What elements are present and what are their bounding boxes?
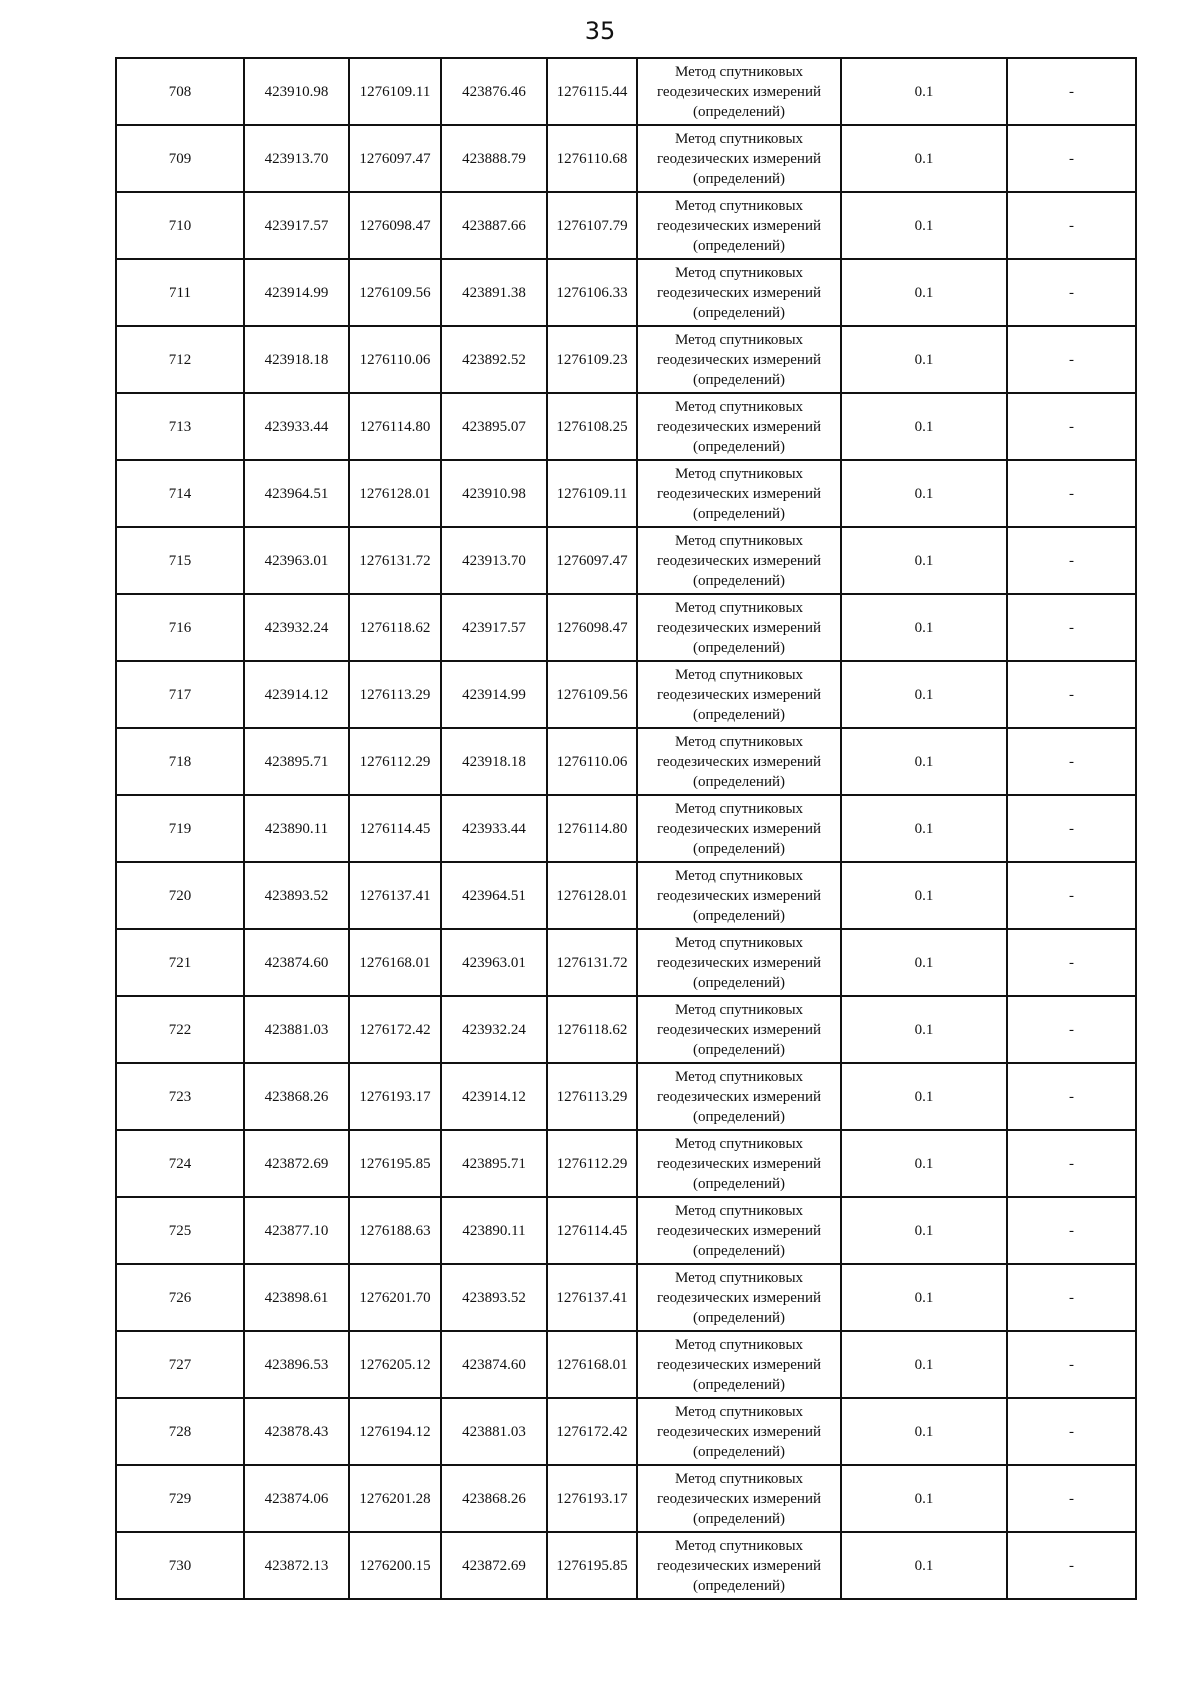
note-cell: - [1007,527,1136,594]
method-line: (определений) [693,1510,785,1527]
point-number-cell: 715 [116,527,244,594]
coord-y-prev-cell: 1276110.68 [547,125,637,192]
method-line: (определений) [693,1443,785,1460]
table-row [116,862,1136,929]
method-cell [637,1532,841,1599]
method-line: Метод спутниковых [674,1068,804,1085]
method-cell [637,1130,841,1197]
table-row [116,1264,1136,1331]
note-cell: - [1007,1398,1136,1465]
method-cell [637,1465,841,1532]
method-line: (определений) [693,103,785,120]
coord-y-prev-cell: 1276137.41 [547,1264,637,1331]
accuracy-cell: 0.1 [841,594,1007,661]
coord-x-cell: 423918.18 [244,326,349,393]
coord-x-prev-cell: 423890.11 [441,1197,547,1264]
coord-x-cell: 423914.12 [244,661,349,728]
coord-x-prev-cell: 423874.60 [441,1331,547,1398]
accuracy-cell: 0.1 [841,1197,1007,1264]
method-line: (определений) [693,974,785,991]
method-line: Метод спутниковых [674,130,804,147]
note-cell: - [1007,1063,1136,1130]
method-line: (определений) [693,1108,785,1125]
method-cell [637,1063,841,1130]
coord-x-prev-cell: 423914.12 [441,1063,547,1130]
method-line: (определений) [693,1041,785,1058]
method-line: (определений) [693,170,785,187]
table-row [116,460,1136,527]
point-number-cell: 708 [116,58,244,125]
coord-x-cell: 423878.43 [244,1398,349,1465]
coord-x-prev-cell: 423932.24 [441,996,547,1063]
table-row [116,1532,1136,1599]
note-cell: - [1007,728,1136,795]
note-cell: - [1007,1130,1136,1197]
method-line: Метод спутниковых [674,465,804,482]
note-cell: - [1007,1331,1136,1398]
coord-y-cell: 1276193.17 [349,1063,441,1130]
point-number-cell: 721 [116,929,244,996]
coord-y-cell: 1276128.01 [349,460,441,527]
method-line: (определений) [693,907,785,924]
coord-y-cell: 1276109.11 [349,58,441,125]
method-line: геодезических измерений [656,552,822,569]
coord-x-prev-cell: 423918.18 [441,728,547,795]
method-line: геодезических измерений [656,485,822,502]
method-line: (определений) [693,438,785,455]
coord-y-prev-cell: 1276113.29 [547,1063,637,1130]
note-cell: - [1007,259,1136,326]
method-cell [637,594,841,661]
coord-x-prev-cell: 423917.57 [441,594,547,661]
coord-y-prev-cell: 1276109.23 [547,326,637,393]
point-number-cell: 728 [116,1398,244,1465]
method-line: геодезических измерений [656,83,822,100]
coord-x-prev-cell: 423910.98 [441,460,547,527]
coord-y-cell: 1276110.06 [349,326,441,393]
page-number: 35 [584,17,616,45]
coord-x-prev-cell: 423933.44 [441,795,547,862]
coord-y-cell: 1276168.01 [349,929,441,996]
point-number-cell: 730 [116,1532,244,1599]
table-row [116,795,1136,862]
method-cell [637,728,841,795]
point-number-cell: 713 [116,393,244,460]
coord-y-prev-cell: 1276108.25 [547,393,637,460]
coord-y-cell: 1276195.85 [349,1130,441,1197]
coord-y-prev-cell: 1276118.62 [547,996,637,1063]
coord-y-cell: 1276118.62 [349,594,441,661]
method-cell [637,527,841,594]
coord-x-prev-cell: 423888.79 [441,125,547,192]
coord-y-prev-cell: 1276128.01 [547,862,637,929]
note-cell: - [1007,326,1136,393]
method-line: геодезических измерений [656,351,822,368]
point-number-cell: 716 [116,594,244,661]
method-line: Метод спутниковых [674,666,804,683]
method-cell [637,192,841,259]
coord-x-cell: 423910.98 [244,58,349,125]
method-line: Метод спутниковых [674,1001,804,1018]
method-cell [637,862,841,929]
point-number-cell: 720 [116,862,244,929]
coord-y-prev-cell: 1276115.44 [547,58,637,125]
table-row [116,728,1136,795]
accuracy-cell: 0.1 [841,1264,1007,1331]
point-number-cell: 722 [116,996,244,1063]
method-cell [637,393,841,460]
accuracy-cell: 0.1 [841,192,1007,259]
method-line: Метод спутниковых [674,1537,804,1554]
method-cell [637,996,841,1063]
method-line: геодезических измерений [656,1423,822,1440]
coord-y-cell: 1276188.63 [349,1197,441,1264]
method-line: (определений) [693,1376,785,1393]
method-line: Метод спутниковых [674,867,804,884]
method-line: (определений) [693,237,785,254]
method-line: (определений) [693,572,785,589]
note-cell: - [1007,795,1136,862]
coord-x-cell: 423890.11 [244,795,349,862]
accuracy-cell: 0.1 [841,326,1007,393]
table-row [116,1331,1136,1398]
table-row [116,1063,1136,1130]
method-line: Метод спутниковых [674,1202,804,1219]
coord-y-cell: 1276097.47 [349,125,441,192]
method-line: Метод спутниковых [674,934,804,951]
note-cell: - [1007,460,1136,527]
accuracy-cell: 0.1 [841,996,1007,1063]
coord-y-prev-cell: 1276106.33 [547,259,637,326]
coord-x-cell: 423881.03 [244,996,349,1063]
table-row [116,125,1136,192]
method-line: геодезических измерений [656,1356,822,1373]
accuracy-cell: 0.1 [841,862,1007,929]
method-line: геодезических измерений [656,1289,822,1306]
coord-x-prev-cell: 423914.99 [441,661,547,728]
method-line: Метод спутниковых [674,733,804,750]
coord-x-cell: 423893.52 [244,862,349,929]
coord-x-prev-cell: 423963.01 [441,929,547,996]
method-line: (определений) [693,773,785,790]
coord-x-prev-cell: 423887.66 [441,192,547,259]
coord-y-cell: 1276113.29 [349,661,441,728]
coord-y-cell: 1276131.72 [349,527,441,594]
method-line: Метод спутниковых [674,1269,804,1286]
coord-y-prev-cell: 1276109.56 [547,661,637,728]
coord-x-prev-cell: 423964.51 [441,862,547,929]
point-number-cell: 729 [116,1465,244,1532]
coord-x-cell: 423877.10 [244,1197,349,1264]
method-line: геодезических измерений [656,1021,822,1038]
accuracy-cell: 0.1 [841,795,1007,862]
coord-y-prev-cell: 1276107.79 [547,192,637,259]
coord-x-prev-cell: 423892.52 [441,326,547,393]
method-line: (определений) [693,371,785,388]
note-cell: - [1007,594,1136,661]
table-row [116,1197,1136,1264]
method-cell [637,1398,841,1465]
method-line: (определений) [693,639,785,656]
coord-x-cell: 423868.26 [244,1063,349,1130]
accuracy-cell: 0.1 [841,527,1007,594]
accuracy-cell: 0.1 [841,460,1007,527]
coord-y-cell: 1276205.12 [349,1331,441,1398]
method-cell [637,125,841,192]
coord-y-prev-cell: 1276109.11 [547,460,637,527]
coord-y-cell: 1276114.80 [349,393,441,460]
table-row [116,594,1136,661]
coord-y-cell: 1276172.42 [349,996,441,1063]
table-row [116,393,1136,460]
method-line: геодезических измерений [656,217,822,234]
table-row [116,192,1136,259]
coord-x-prev-cell: 423881.03 [441,1398,547,1465]
method-line: Метод спутниковых [674,532,804,549]
note-cell: - [1007,1532,1136,1599]
method-line: геодезических измерений [656,1155,822,1172]
coord-x-cell: 423917.57 [244,192,349,259]
coord-y-cell: 1276112.29 [349,728,441,795]
coord-y-prev-cell: 1276193.17 [547,1465,637,1532]
coord-x-cell: 423913.70 [244,125,349,192]
method-line: Метод спутниковых [674,1470,804,1487]
method-cell [637,929,841,996]
method-line: геодезических измерений [656,954,822,971]
coord-x-cell: 423914.99 [244,259,349,326]
coord-y-prev-cell: 1276195.85 [547,1532,637,1599]
point-number-cell: 710 [116,192,244,259]
accuracy-cell: 0.1 [841,728,1007,795]
accuracy-cell: 0.1 [841,393,1007,460]
accuracy-cell: 0.1 [841,1532,1007,1599]
coord-x-cell: 423963.01 [244,527,349,594]
note-cell: - [1007,58,1136,125]
method-line: Метод спутниковых [674,197,804,214]
coord-x-prev-cell: 423893.52 [441,1264,547,1331]
table-row [116,527,1136,594]
method-line: Метод спутниковых [674,331,804,348]
method-line: (определений) [693,304,785,321]
coord-y-prev-cell: 1276097.47 [547,527,637,594]
note-cell: - [1007,192,1136,259]
table-row [116,58,1136,125]
table-body [116,58,1136,1599]
method-cell [637,795,841,862]
method-line: геодезических измерений [656,686,822,703]
point-number-cell: 727 [116,1331,244,1398]
accuracy-cell: 0.1 [841,1130,1007,1197]
coord-x-prev-cell: 423872.69 [441,1532,547,1599]
coord-y-cell: 1276109.56 [349,259,441,326]
point-number-cell: 726 [116,1264,244,1331]
accuracy-cell: 0.1 [841,125,1007,192]
method-cell [637,460,841,527]
table-row [116,1465,1136,1532]
note-cell: - [1007,393,1136,460]
method-line: геодезических измерений [656,150,822,167]
note-cell: - [1007,125,1136,192]
coord-x-prev-cell: 423895.07 [441,393,547,460]
accuracy-cell: 0.1 [841,1465,1007,1532]
accuracy-cell: 0.1 [841,58,1007,125]
method-line: Метод спутниковых [674,1135,804,1152]
method-line: Метод спутниковых [674,1336,804,1353]
method-line: Метод спутниковых [674,398,804,415]
coordinates-table [115,57,1137,1600]
note-cell: - [1007,862,1136,929]
coord-y-prev-cell: 1276114.80 [547,795,637,862]
method-line: (определений) [693,1175,785,1192]
coord-x-cell: 423874.06 [244,1465,349,1532]
table-row [116,1398,1136,1465]
coord-y-prev-cell: 1276131.72 [547,929,637,996]
coord-x-cell: 423872.13 [244,1532,349,1599]
point-number-cell: 723 [116,1063,244,1130]
table-row [116,259,1136,326]
method-line: геодезических измерений [656,753,822,770]
coord-y-cell: 1276201.70 [349,1264,441,1331]
coord-x-cell: 423932.24 [244,594,349,661]
coord-x-cell: 423895.71 [244,728,349,795]
method-line: (определений) [693,1309,785,1326]
coord-x-prev-cell: 423891.38 [441,259,547,326]
table-row [116,661,1136,728]
method-cell [637,1197,841,1264]
method-cell [637,661,841,728]
coord-y-cell: 1276200.15 [349,1532,441,1599]
method-line: геодезических измерений [656,418,822,435]
point-number-cell: 712 [116,326,244,393]
method-line: (определений) [693,1242,785,1259]
coord-x-cell: 423874.60 [244,929,349,996]
method-cell [637,1331,841,1398]
method-cell [637,58,841,125]
method-line: Метод спутниковых [674,599,804,616]
method-line: геодезических измерений [656,1490,822,1507]
coord-y-prev-cell: 1276168.01 [547,1331,637,1398]
point-number-cell: 718 [116,728,244,795]
method-line: геодезических измерений [656,284,822,301]
point-number-cell: 724 [116,1130,244,1197]
point-number-cell: 709 [116,125,244,192]
coord-y-prev-cell: 1276098.47 [547,594,637,661]
method-cell [637,1264,841,1331]
coord-x-prev-cell: 423895.71 [441,1130,547,1197]
coord-x-cell: 423933.44 [244,393,349,460]
coord-x-cell: 423896.53 [244,1331,349,1398]
table-row [116,929,1136,996]
coord-x-prev-cell: 423876.46 [441,58,547,125]
coord-x-cell: 423872.69 [244,1130,349,1197]
method-cell [637,326,841,393]
note-cell: - [1007,929,1136,996]
method-line: Метод спутниковых [674,1403,804,1420]
coord-y-cell: 1276201.28 [349,1465,441,1532]
note-cell: - [1007,661,1136,728]
point-number-cell: 714 [116,460,244,527]
method-line: геодезических измерений [656,1557,822,1574]
point-number-cell: 725 [116,1197,244,1264]
accuracy-cell: 0.1 [841,1331,1007,1398]
coord-y-prev-cell: 1276112.29 [547,1130,637,1197]
method-line: геодезических измерений [656,1222,822,1239]
method-line: Метод спутниковых [674,63,804,80]
table-row [116,1130,1136,1197]
coord-y-cell: 1276194.12 [349,1398,441,1465]
method-line: (определений) [693,505,785,522]
method-line: геодезических измерений [656,1088,822,1105]
coord-y-cell: 1276098.47 [349,192,441,259]
method-line: (определений) [693,706,785,723]
method-line: Метод спутниковых [674,800,804,817]
coord-x-prev-cell: 423868.26 [441,1465,547,1532]
coord-x-cell: 423964.51 [244,460,349,527]
method-line: геодезических измерений [656,820,822,837]
method-line: геодезических измерений [656,619,822,636]
method-cell [637,259,841,326]
accuracy-cell: 0.1 [841,1398,1007,1465]
point-number-cell: 717 [116,661,244,728]
method-line: геодезических измерений [656,887,822,904]
note-cell: - [1007,996,1136,1063]
point-number-cell: 719 [116,795,244,862]
note-cell: - [1007,1465,1136,1532]
coord-y-prev-cell: 1276172.42 [547,1398,637,1465]
coord-y-cell: 1276137.41 [349,862,441,929]
accuracy-cell: 0.1 [841,259,1007,326]
point-number-cell: 711 [116,259,244,326]
coord-y-prev-cell: 1276110.06 [547,728,637,795]
accuracy-cell: 0.1 [841,1063,1007,1130]
method-line: (определений) [693,840,785,857]
coord-x-cell: 423898.61 [244,1264,349,1331]
coord-y-prev-cell: 1276114.45 [547,1197,637,1264]
table-row [116,326,1136,393]
method-line: (определений) [693,1577,785,1594]
accuracy-cell: 0.1 [841,929,1007,996]
method-line: Метод спутниковых [674,264,804,281]
table-row [116,996,1136,1063]
note-cell: - [1007,1197,1136,1264]
accuracy-cell: 0.1 [841,661,1007,728]
note-cell: - [1007,1264,1136,1331]
coord-y-cell: 1276114.45 [349,795,441,862]
coord-x-prev-cell: 423913.70 [441,527,547,594]
